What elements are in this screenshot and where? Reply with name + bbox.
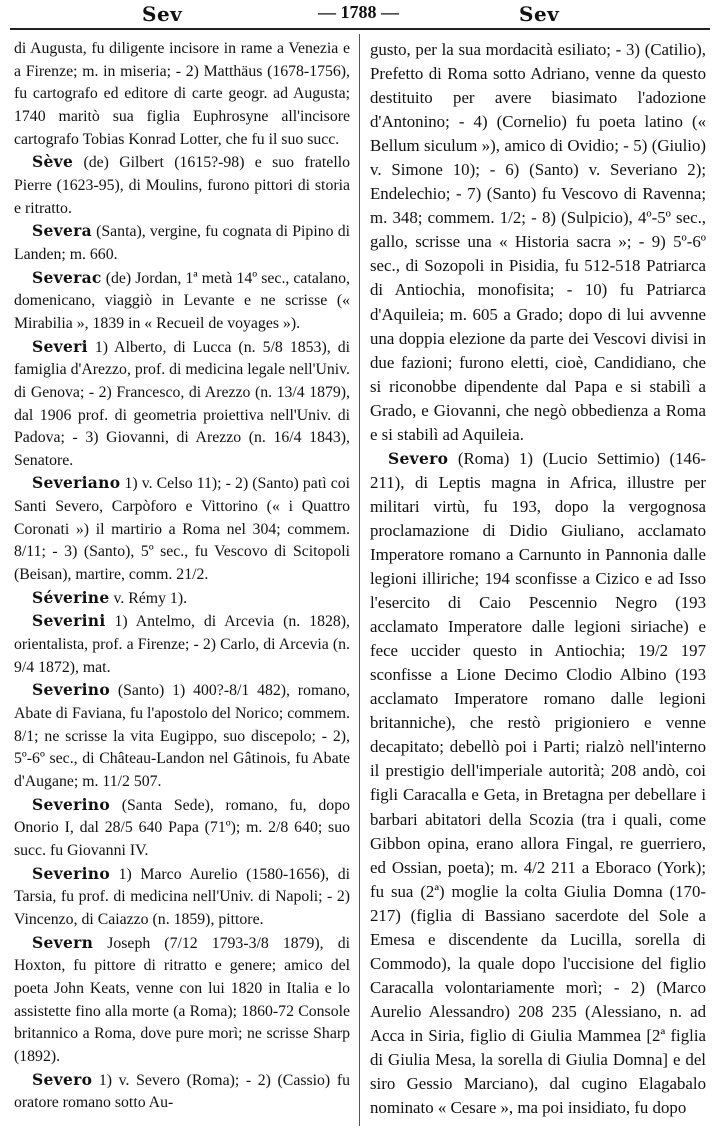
column-divider (359, 34, 360, 1126)
entry-headword: Severino (32, 794, 110, 814)
entry-continuation: gusto, per la sua mordacità esiliato; - 3) (Catilio), Prefetto di Roma sotto Adriano, venne da questo destituito per avere biasimato l'adozione d'Antonino; - 4) (Cornelio) fu poeta latino (« Bellum siculum »), amico di Ovidio; - 5) (Giulio) v. Simone 10); - 6) (Santo) v. Severiano 2); Endelechio; - 7) (Santo) fu Vescovo di Ravenna; m. 348; commem. 1/2; - 8) (Sulpicio), 4º-5º sec., gallo, scrisse una « Historia sacra »; - 9) 5º-6º sec., di Sozopoli in Pisidia, fu 512-518 Patriarca di Antiochia, monofisita; - 10) fu Patriarca d'Aquileia; m. 605 a Grado; dopo di lui avvenne una doppia elezione da parte dei Vescovi divisi in due fazioni; furono eletti, cioè, Candidiano, che si riconobbe dipendente dal Papa e si stabilì a Grado, e Giovanni, che negò obbedienza a Roma e si stabilì ad Aquileia. (370, 40, 706, 444)
running-head-left: Sev (142, 2, 183, 26)
entry-severino-papa: Severino (Santa Sede), romano, fu, dopo Onorio I, dal 28/5 640 Papa (71º); m. 2/8 640; suo succ. fu Giovanni IV. (14, 794, 350, 859)
entry-severo: Severo 1) v. Severo (Roma); - 2) (Cassio) fu oratore romano sotto Au- (14, 1069, 350, 1112)
entry-headword: Severino (32, 680, 110, 700)
page-number: — 1788 — (318, 2, 399, 22)
entry-headword: Sève (32, 152, 74, 172)
entry-headword: Severo (388, 448, 449, 468)
entry-headword: Severiano (32, 473, 121, 493)
entry-severi: Severi 1) Alberto, di Lucca (n. 5/8 1853), di famiglia d'Arezzo, prof. di medicina legale nell'Univ. di Genova; - 2) Francesco, di Arezzo (n. 13/4 1879), dal 1906 prof. di geometria proiettiva nell'Univ. di Padova; - 3) Giovanni, di Arezzo (n. 16/4 1843), Senatore. (14, 336, 350, 469)
entry-severino-santo: Severino (Santo) 1) 400?-8/1 482), romano, Abate di Faviana, fu l'apostolo del Norico; commem. 8/1; ne scrisse la vita Eugippo, suo discepolo; - 2), 5º-6º sec., di Château-Landon nel Gâtinois, fu Abate d'Augane; m. 11/2 507. (14, 680, 350, 790)
entry-severn: Severn Joseph (7/12 1793-3/8 1879), di Hoxton, fu pittore di ritratto e genere; amico del poeta John Keats, venne con lui 1820 in Italia e lo assistette fino alla morte (a Roma); 1860-72 Console britannico a Roma, dove pure morì; ne scrisse Sharp (1892). (14, 932, 350, 1065)
entry-headword: Severac (32, 267, 102, 287)
entry-severiano: Severiano 1) v. Celso 11); - 2) (Santo) patì coi Santi Severo, Carpòforo e Vittorino (« i Quattro Coronati ») il martirio a Roma nel 304; commem. 8/11; - 3) (Santo), 5º sec., fu Vescovo di Scitopoli (Beisan), martire, comm. 21/2. (14, 473, 350, 584)
entry-severa: Severa (Santa), vergine, fu cognata di Pipino di Landen; m. 660. (14, 221, 350, 263)
page-header (0, 0, 718, 30)
entry-seve: Sève (de) Gilbert (1615?-98) e suo fratello Pierre (1623-95), di Moulins, furono pittori di storia e ritratto. (14, 152, 350, 217)
entry-severac: Severac (de) Jordan, 1ª metà 14º sec., catalano, domenicano, viaggiò in Levante e ne scrisse (« Mirabilia », 1839 in « Recueil de voyages »). (14, 267, 350, 332)
entry-severine: Séverine v. Rémy 1). (32, 587, 188, 607)
running-head-right: Sev (519, 2, 560, 26)
entry-continuation: di Augusta, fu diligente incisore in rame a Venezia e a Firenze; m. in miseria; - 2) Matthäus (1678-1756), fu cartografo ed editore di carte geogr. ad Augusta; 1740 maritò sua figlia Euphrosyne all'incisore cartografo Tobias Konrad Lotter, che fu il suo succ. (14, 40, 350, 148)
entry-headword: Severn (32, 932, 94, 952)
entry-headword: Severo (32, 1069, 93, 1089)
entry-severini: Severini 1) Antelmo, di Arcevia (n. 1828), orientalista, prof. a Firenze; - 2) Carlo, di Arcevia (n. 9/4 1872), mat. (14, 611, 350, 676)
right-column (370, 38, 706, 1120)
entry-headword: Severi (32, 336, 88, 356)
entry-headword: Séverine (32, 587, 110, 607)
entry-headword: Severini (32, 611, 106, 631)
entry-severino: Severino 1) Marco Aurelio (1580-1656), di Tarsia, fu prof. di medicina nell'Univ. di Napoli; - 2) Vincenzo, di Caiazzo (n. 1859), pittore. (14, 863, 350, 928)
entry-headword: Severa (32, 221, 92, 241)
header-rule (10, 28, 710, 30)
left-column (14, 38, 350, 1115)
entry-severo-roma: Severo (Roma) 1) (Lucio Settimio) (146-211), di Leptis magna in Africa, illustre per militari virtù, fu 193, dopo la vergognosa proclamazione di Didio Giuliano, acclamato Imperatore romano a Carnunto in Pannonia dalle legioni illiriche; 194 sconfisse a Cizico e ad Isso l'esercito di Caio Pescennio Negro (193 acclamato Imperatore dalle legioni siriache) e fece uccider questo in Antiochia; 19/2 197 sconfisse a Lione Decimo Clodio Albino (193 acclamato Imperatore romano dalle legioni britanniche), che restò prigioniero e venne decapitato; debellò poi i Parti; rialzò nell'interno il prestigio dell'imperiale autorità; 208 andò, coi figli Caracalla e Geta, in Bretagna per debellare i barbari abitatori della Scozia (tra i quali, come Gibbon opina, erano allora Fingal, re guerriero, ed Ossian, poeta); m. 4/2 211 a Eboraco (York); fu sua (2ª) moglie la colta Giulia Domna (170-217) (figlia di Bassiano sacerdote del Sole a Emesa e discendente da Lucilla, sorella di Commodo), la quale dopo l'uccisione del figlio Caracalla volontariamente morì; - 2) (Marco Aurelio Alessandro) 208 235 (Alessiano, n. ad Acca in Siria, figlio di Giulia Mammea [2ª figlia di Giulia Mesa, la sorella di Giulia Domna] e del siro Gessio Marciano), dal cugino Elagabalo nominato « Cesare », ma poi insidiato, fu dopo (370, 448, 706, 1118)
entry-headword: Severino (32, 863, 110, 883)
